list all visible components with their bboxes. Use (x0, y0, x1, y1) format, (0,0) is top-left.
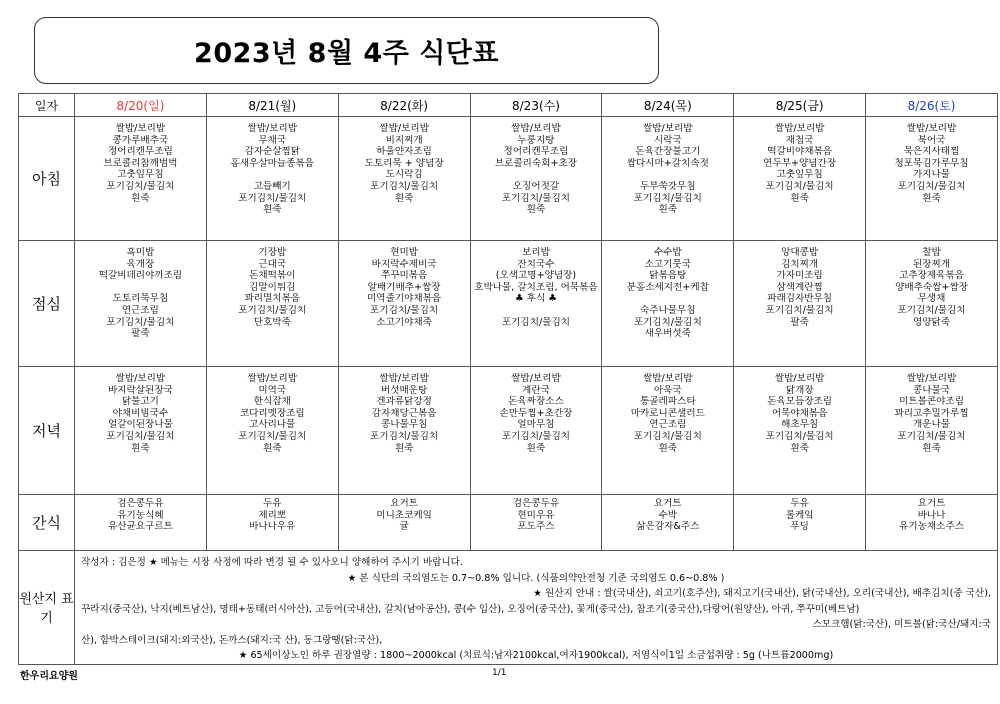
meal-cell (75, 367, 207, 495)
menu-item: 흰죽 (658, 204, 678, 216)
menu-item: 단호박죽 (253, 316, 291, 328)
menu-table (18, 93, 998, 665)
menu-item: 요거트 (390, 498, 419, 509)
menu-item: 닭개장 (785, 384, 814, 396)
menu-item: 얼갈이된장나물 (107, 419, 173, 431)
snack-label: 간식 (19, 495, 75, 551)
menu-item: ♣ 후식 ♣ (515, 293, 557, 305)
menu-item: 흰죽 (658, 442, 678, 454)
lunch-label: 점심 (19, 241, 75, 367)
menu-item: 육개장 (126, 258, 155, 270)
menu-item: 계란국 (522, 384, 550, 396)
menu-item: 재첩국 (785, 134, 814, 146)
day-header-mon: 8/21(월) (206, 94, 338, 117)
menu-item: 포기김치/물김치 (765, 430, 834, 442)
meal-cell (470, 117, 602, 241)
menu-item: 바지락수제비국 (371, 258, 437, 270)
menu-item: 쌀밥/보리밥 (379, 123, 429, 134)
meal-cell (75, 241, 207, 367)
menu-item: 포기김치/물김치 (106, 316, 175, 328)
meal-cell (866, 367, 998, 495)
menu-item: 흑미밥 (126, 247, 155, 258)
menu-item: 떡갈비야채볶음 (767, 146, 833, 158)
menu-item: 포기김치/물김치 (238, 192, 307, 204)
menu-item: 흰죽 (922, 442, 941, 454)
menu-item: 팔죽 (131, 328, 150, 340)
menu-item: 삶은감자&주스 (636, 521, 700, 533)
menu-item: 포기김치/물김치 (765, 304, 834, 316)
title-box (34, 17, 659, 84)
menu-item: 흰죽 (526, 442, 546, 454)
menu-item: 통골레파스타 (639, 396, 696, 408)
menu-item (207, 169, 338, 181)
meal-cell (470, 241, 602, 367)
menu-item: 쌀밥/보리밥 (511, 123, 561, 134)
menu-item (471, 305, 602, 317)
dinner-row (19, 367, 998, 495)
menu-item: 고사리나물 (249, 419, 296, 431)
menu-item: 포기김치/물김치 (501, 192, 570, 204)
notes-line-salinity: ★ 본 식단의 국의염도는 0.7~0.8% 입니다. (식품의약안전청 기준 국의염도 0.6~0.8% ) (347, 572, 725, 584)
menu-item: 흰죽 (262, 204, 282, 216)
menu-item: 보리밥 (522, 247, 550, 258)
menu-item: 쌀밥/보리밥 (774, 123, 825, 134)
menu-item: 미역국 (258, 384, 287, 396)
menu-item: 두부쑥갓무침 (639, 180, 696, 192)
day-header-wed: 8/23(수) (470, 94, 602, 117)
menu-item: 정어리캔무조림 (503, 146, 569, 158)
menu-item: 비지찌개 (385, 134, 423, 146)
menu-item: 숙주나물무침 (639, 304, 696, 316)
menu-item: 도토리묵무침 (112, 293, 169, 305)
menu-item: (오색고명+양념장) (495, 270, 577, 282)
menu-item: 도토리묵 + 양념장 (364, 157, 444, 169)
menu-item: 미트볼콘야조림 (899, 396, 964, 408)
snack-row (19, 495, 998, 551)
menu-item: 쌀밥/보리밥 (247, 373, 298, 384)
meal-cell (338, 367, 470, 495)
menu-item: 포기김치/물김치 (897, 180, 966, 192)
menu-item: 포기김치/물김치 (106, 430, 175, 442)
menu-item: 홍새우살마늘종볶음 (230, 157, 314, 169)
menu-item: 쌈다시마+갈치속젓 (626, 157, 709, 169)
menu-item: 감자채당근볶음 (371, 407, 437, 419)
menu-item: 흰죽 (262, 442, 282, 454)
meal-cell (470, 367, 602, 495)
menu-item: 흰죽 (790, 192, 809, 204)
menu-item: 떡갈비데리야끼조림 (98, 270, 183, 282)
menu-item: 미니초코케잌 (376, 509, 432, 521)
meal-cell (602, 117, 734, 241)
menu-item: 손만두찜+초간장 (499, 407, 573, 419)
meal-cell (866, 117, 998, 241)
menu-item: 김치찌개 (781, 258, 819, 270)
menu-item: 현미밥 (390, 247, 419, 258)
day-header-sat: 8/26(토) (866, 94, 998, 117)
menu-item: 도시락김 (385, 169, 423, 181)
menu-item: 영양닭죽 (912, 316, 951, 328)
notes-line-author: 작성자 : 김은정 ★ 메뉴는 시장 사정에 따라 변경 될 수 있사오니 양해하여 주시기 바랍니다. (81, 557, 463, 568)
menu-item: 고추장제육볶음 (899, 270, 964, 282)
menu-item: 된장찌개 (912, 258, 951, 270)
origin-row (19, 551, 998, 665)
date-label: 일자 (19, 94, 75, 117)
menu-item: 김말이튀김 (249, 281, 296, 293)
menu-item: 쌀밥/보리밥 (643, 373, 693, 384)
meal-cell (206, 495, 338, 551)
menu-item: 포기김치/물김치 (897, 430, 966, 442)
menu-item: 흰죽 (394, 192, 414, 204)
meal-cell (206, 241, 338, 367)
menu-item: 잔치국수 (517, 258, 555, 270)
menu-item: 제리뽀 (258, 509, 287, 521)
menu-item: 포기김치/물김치 (238, 304, 307, 316)
menu-item: 유기농식혜 (117, 509, 164, 521)
menu-item: 바지락살된장국 (107, 384, 173, 396)
notes-line-origin: ★ 원산지 안내 : 쌀(국내산), 쇠고기(호주산), 돼지고기(국내산), 닭(국내산), 오리(국내산), 배추김치(중 국산), (533, 588, 991, 599)
day-header-fri: 8/25(금) (734, 94, 866, 117)
meal-cell (338, 495, 470, 551)
menu-item: 겐과류닭강정 (376, 396, 432, 408)
menu-item: 쌀밥/보리밥 (379, 373, 429, 384)
menu-item: 콩나물국 (912, 384, 951, 396)
menu-item: 삼색계란찜 (776, 281, 823, 293)
menu-item: 연두부+양념간장 (763, 157, 837, 169)
menu-item: 포기김치/물김치 (370, 180, 439, 192)
menu-item: 고춧잎무침 (117, 169, 164, 181)
menu-item: 두유 (262, 498, 282, 509)
menu-item: 돈육짜장소스 (508, 396, 564, 408)
menu-item: 얼마무침 (517, 419, 555, 431)
menu-item: 포기김치/물김치 (501, 430, 570, 442)
menu-item: 수수밥 (653, 247, 682, 258)
day-header-sun: 8/20(일) (75, 94, 207, 117)
notes-line-origin-3: 스모크햄(닭:국산), 미트볼(닭:국산/돼지:국 (812, 619, 991, 630)
menu-item: 무채국 (258, 134, 287, 146)
notes-line-calories: ★ 65세이상노인 하루 권장열량 : 1800~2000kcal (치료식:남자2100kcal,여자1900kcal), 저염식이1일 소금섭취량 : 5g (나트륨2000mg) (238, 650, 834, 661)
menu-item: 흰죽 (922, 192, 941, 204)
menu-item: 알배기배추+쌈장 (367, 281, 441, 293)
meal-cell (75, 117, 207, 241)
meal-cell (338, 241, 470, 367)
menu-item: 검은콩두유 (512, 498, 560, 509)
menu-item: 꽈리멸치볶음 (244, 293, 301, 305)
meal-cell (866, 241, 998, 367)
lunch-row (19, 241, 998, 367)
meal-cell (75, 495, 207, 551)
menu-item: 롤케잌 (785, 509, 814, 521)
menu-item: 흰죽 (526, 204, 546, 216)
menu-item: 연근조림 (121, 304, 159, 316)
menu-item: 새우버섯죽 (644, 328, 691, 340)
menu-item: 청포묵김가루무침 (894, 157, 969, 169)
menu-item: 아욱국 (653, 384, 682, 396)
menu-item: 정어리캔무조림 (107, 146, 173, 158)
menu-item: 쌀밥/보리밥 (643, 123, 693, 134)
menu-item: 쌀밥/보리밥 (115, 123, 166, 134)
menu-item: 쌀밥/보리밥 (247, 123, 298, 134)
menu-item: 앙대콩밥 (781, 247, 819, 258)
menu-item: 흰죽 (790, 442, 809, 454)
menu-item: 포기김치/물김치 (238, 430, 307, 442)
menu-item: 오징어젓갈 (512, 180, 560, 192)
page-title: 2023년 8월 4주 식단표 (194, 38, 499, 69)
meal-cell (602, 367, 734, 495)
menu-item: 소고기야채죽 (376, 316, 432, 328)
menu-item: 포기김치/물김치 (501, 316, 570, 328)
menu-item: 두유 (790, 498, 809, 509)
menu-item: 해초무침 (781, 419, 819, 431)
dinner-label: 저녁 (19, 367, 75, 495)
menu-item: 쌀밥/보리밥 (511, 373, 561, 384)
menu-item: 돈채떡볶이 (249, 270, 296, 282)
menu-item: 기장밥 (258, 247, 287, 258)
menu-item: 감자순살찜닭 (244, 146, 301, 158)
menu-item: 하울얀자조림 (376, 146, 432, 158)
meal-cell (206, 367, 338, 495)
menu-item: 무생채 (917, 293, 946, 305)
menu-item: 닭볶음탕 (649, 270, 687, 282)
menu-item: 근대국 (258, 258, 287, 270)
menu-item: 분홍소세지전+케찹 (626, 281, 709, 293)
menu-item: 유산균요구르트 (107, 521, 173, 533)
menu-item: 미역줄기야채볶음 (367, 293, 442, 305)
header-row (19, 94, 998, 117)
menu-item: 요거트 (917, 498, 946, 509)
menu-item: 포기김치/물김치 (633, 192, 702, 204)
notes-line-origin-2: 꾸라지(중국산), 낙지(베트남산), 명태+동태(러시아산), 고등어(국내산), 갈치(남아공산), 콩(수 입산), 오징어(중국산), 꽃게(중국산), 참조기(중국산),다랑어(원양산), 아귀, 쭈꾸미(베트남) (81, 603, 860, 615)
menu-item: 마카로니콘샐러드 (630, 407, 705, 419)
menu-item: 쭈꾸미볶음 (380, 270, 428, 282)
meal-cell (338, 117, 470, 241)
meal-cell (206, 117, 338, 241)
menu-item: 코다리멧장조림 (239, 407, 305, 419)
menu-item: 귤 (399, 521, 409, 533)
meal-cell (734, 241, 866, 367)
menu-item: 브로콜리숙회+초장 (494, 157, 578, 169)
meal-cell (602, 241, 734, 367)
menu-item: 묵은지사태찜 (903, 146, 960, 158)
menu-item: 포기김치/물김치 (765, 180, 834, 192)
menu-item: 누룽지탕 (517, 134, 555, 146)
notes-line-origin-4: 산), 함박스테이크(돼지:외국산), 돈까스(돼지:국 산), 동그랑땡(닭:국산), (81, 634, 383, 646)
menu-item: 콩가루배추국 (112, 134, 169, 146)
menu-item: 브로콜리참깨범벅 (103, 157, 178, 169)
menu-item: 버섯매운탕 (380, 384, 428, 396)
menu-item: 소고기뭇국 (644, 258, 691, 270)
day-header-thu: 8/24(목) (602, 94, 734, 117)
menu-item: 흰죽 (131, 442, 150, 454)
origin-notes (75, 551, 998, 665)
menu-item: 푸딩 (790, 521, 809, 533)
menu-item: 수박 (658, 509, 678, 521)
menu-item: 양배추숙쌈+쌈장 (895, 281, 968, 293)
menu-item (471, 169, 602, 181)
origin-label: 원산지 표기 (19, 551, 75, 665)
menu-item (75, 282, 206, 294)
menu-item: 가지나물 (912, 169, 951, 181)
menu-item: 찰밥 (922, 247, 941, 258)
menu-item: 쌀밥/보리밥 (774, 373, 825, 384)
menu-item: 포도주스 (517, 521, 555, 533)
menu-item: 포기김치/물김치 (897, 304, 966, 316)
menu-item: 가자미조림 (776, 270, 823, 282)
menu-item: 검은콩두유 (117, 498, 164, 509)
meal-cell (734, 117, 866, 241)
menu-item: 포기김치/물김치 (370, 304, 439, 316)
menu-item: 팔죽 (790, 316, 809, 328)
menu-item: 돈육간장불고기 (635, 146, 701, 158)
menu-item: 고춧잎무침 (776, 169, 823, 181)
menu-item: 바나나 (917, 509, 946, 521)
menu-item: 야채비빔국수 (112, 407, 169, 419)
menu-item: 한식잡채 (253, 396, 291, 408)
menu-item: 포기김치/물김치 (370, 430, 439, 442)
menu-item: 개운나물 (912, 419, 951, 431)
menu-item: 돈육모듬장조림 (767, 396, 833, 408)
menu-item: 시락국 (653, 134, 682, 146)
meal-cell (470, 495, 602, 551)
menu-item: 어묵야채볶음 (771, 407, 828, 419)
menu-item: 연근조림 (649, 419, 687, 431)
menu-item: 콩나물무침 (380, 419, 428, 431)
menu-item: 파래김자반무침 (767, 293, 833, 305)
menu-item: 현미우유 (517, 509, 555, 521)
menu-item: 바나나우유 (249, 521, 296, 533)
menu-item: 고들빼기 (253, 180, 291, 192)
meal-cell (866, 495, 998, 551)
breakfast-label: 아침 (19, 117, 75, 241)
menu-item: 북어국 (917, 134, 946, 146)
menu-item (602, 169, 733, 181)
menu-item: 흰죽 (131, 192, 150, 204)
menu-item (602, 293, 733, 305)
page-number: 1/1 (492, 668, 507, 678)
day-header-tue: 8/22(화) (338, 94, 470, 117)
menu-item: 흰죽 (394, 442, 414, 454)
menu-item: 포기김치/물김치 (633, 430, 702, 442)
institution-name: 한우리요양원 (20, 671, 78, 682)
menu-item: 쌀밥/보리밥 (115, 373, 166, 384)
menu-item: 요거트 (653, 498, 682, 509)
menu-item: 호박나물, 갈치조림, 어묵볶음 (474, 281, 598, 293)
menu-item: 포기김치/물김치 (633, 316, 702, 328)
meal-cell (602, 495, 734, 551)
menu-item: 닭불고기 (121, 396, 159, 408)
breakfast-row (19, 117, 998, 241)
meal-cell (734, 495, 866, 551)
menu-item: 꽈리고추밀가루찜 (894, 407, 969, 419)
meal-cell (734, 367, 866, 495)
menu-item: 쌀밥/보리밥 (906, 373, 957, 384)
menu-item: 포기김치/물김치 (106, 180, 175, 192)
menu-item: 유기농채소주스 (899, 521, 964, 533)
menu-item: 쌀밥/보리밥 (906, 123, 957, 134)
